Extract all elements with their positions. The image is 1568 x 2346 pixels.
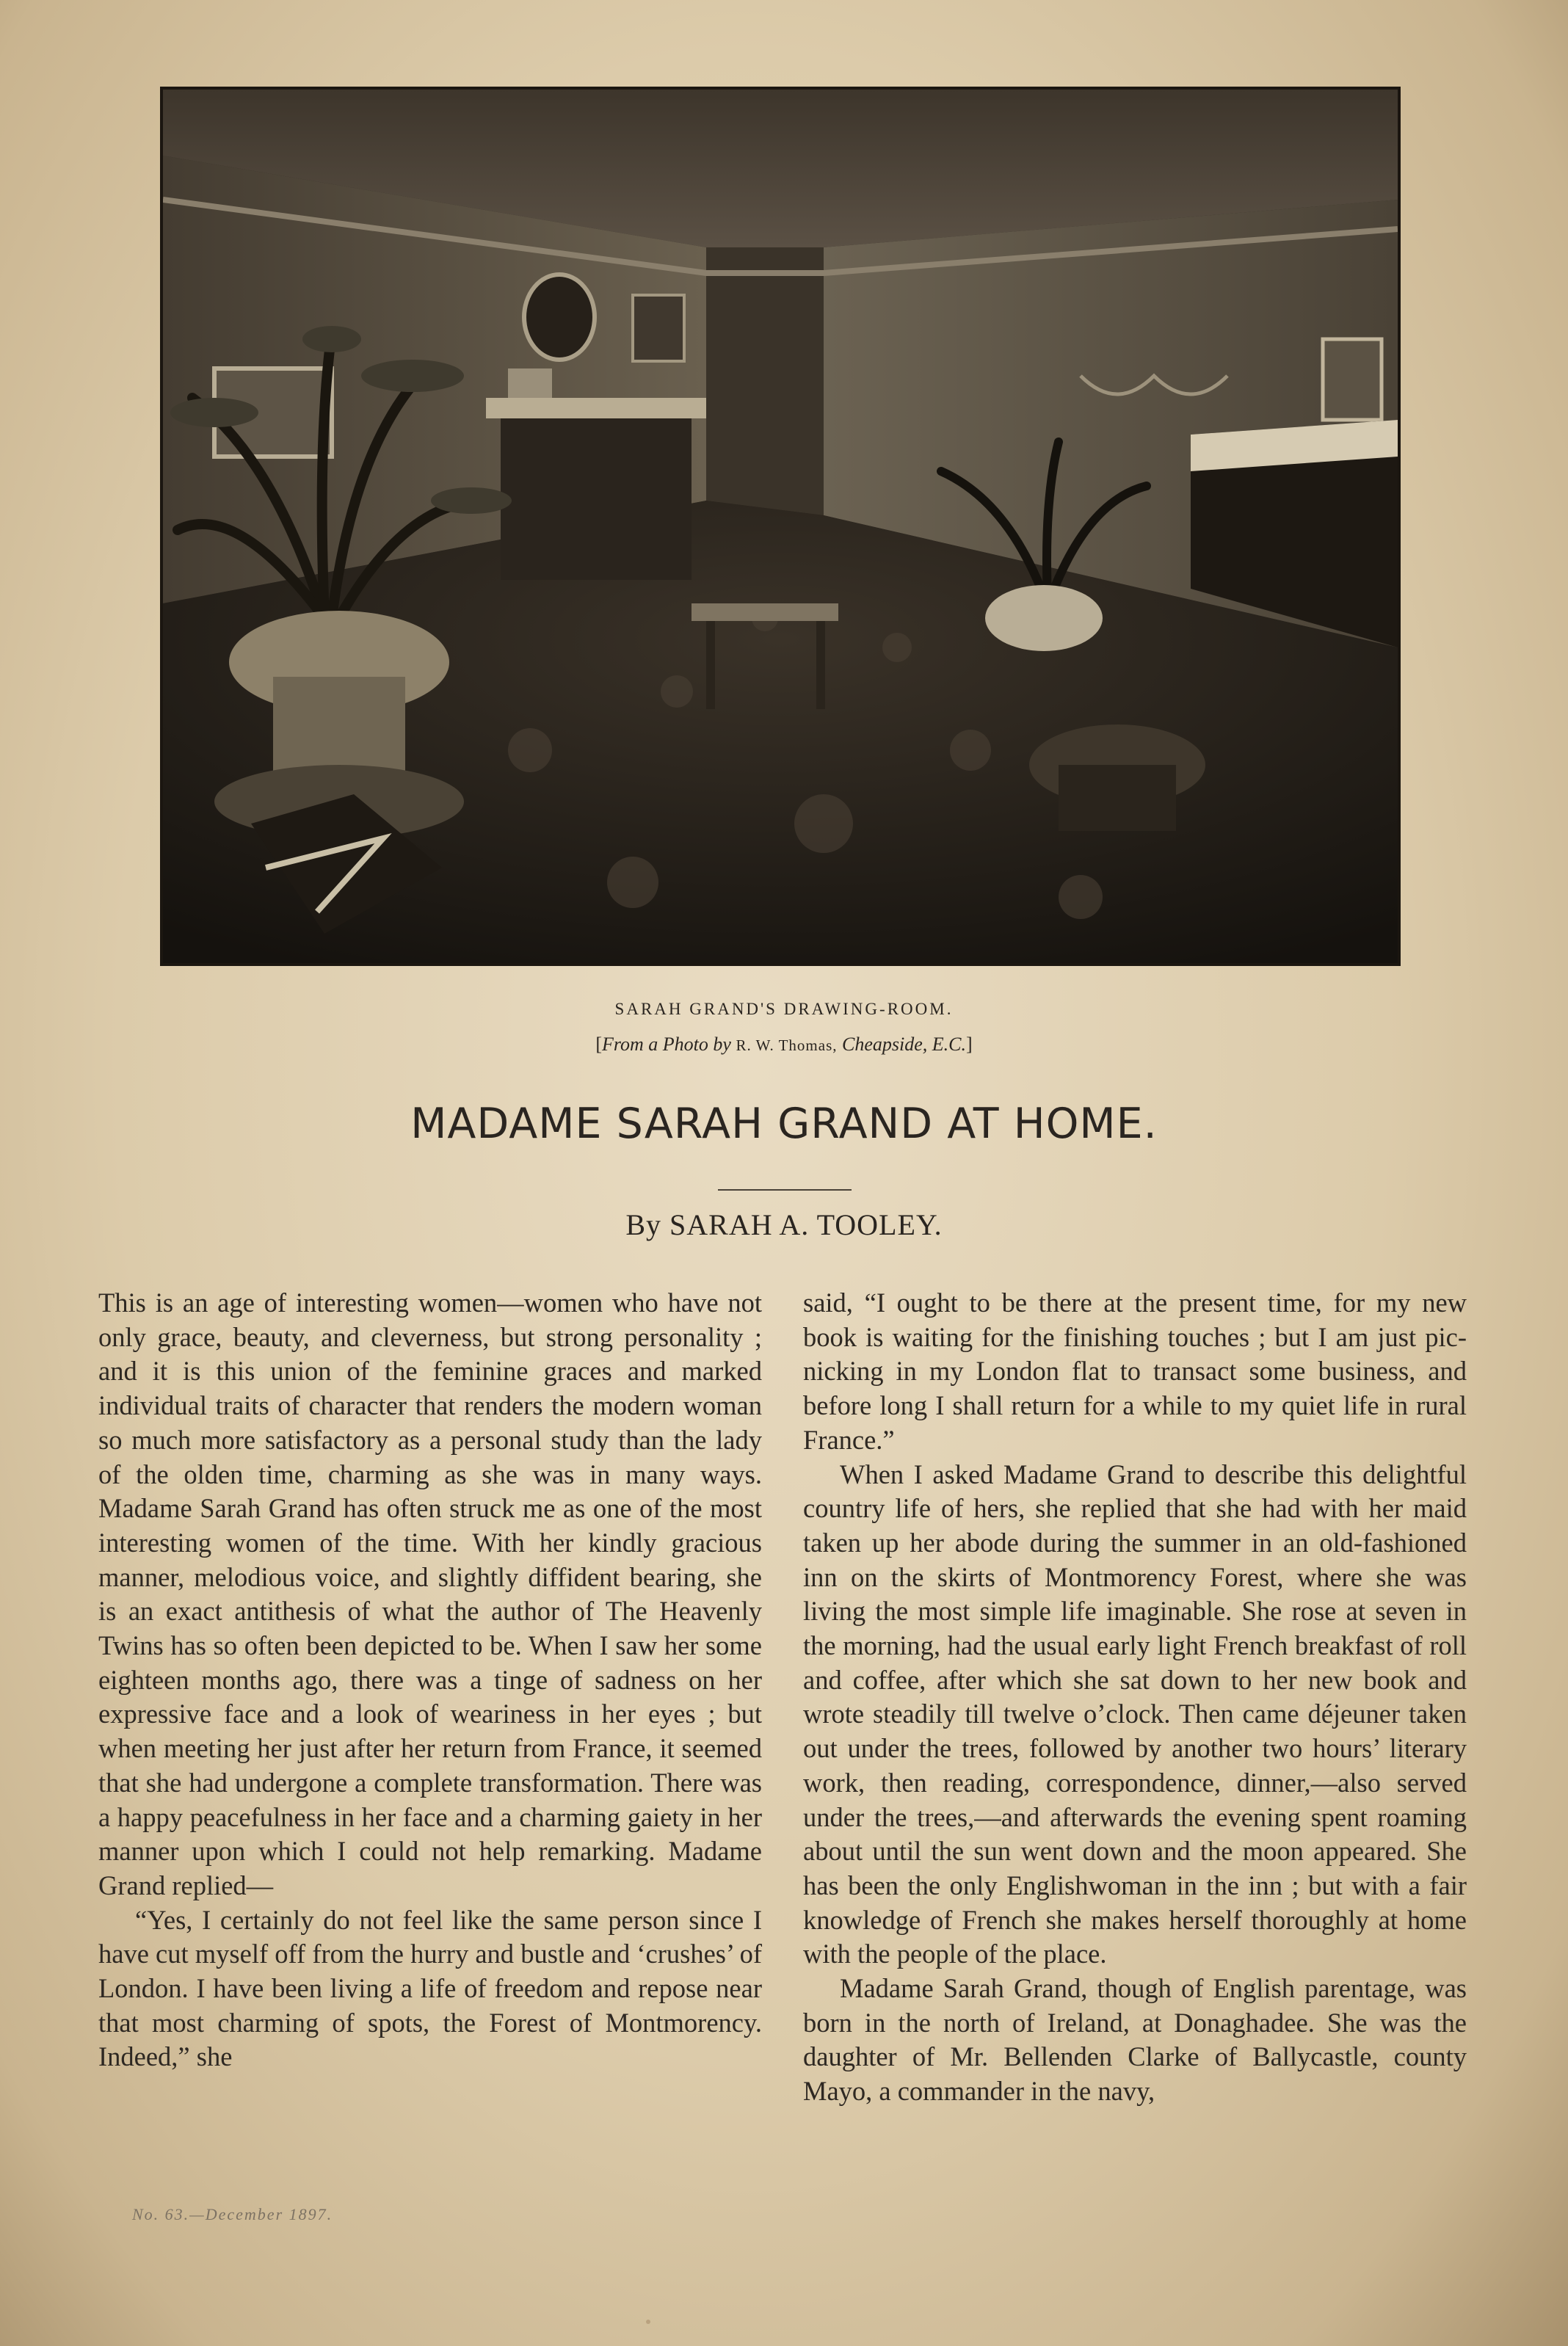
left-column: [98, 1286, 762, 2074]
paragraph: said, “I ought to be there at the present time, for my new book is waiting for the finishing touches ; but I am just pic-nicking in my London flat to transact some business, and before long I shall return for a while to my quiet life in rural France.”: [803, 1288, 1467, 1455]
right-column: [803, 1286, 1467, 2109]
paragraph: This is an age of interesting women—women who have not only grace, beauty, and cleverness, but strong personality ; and it is this union of the feminine graces and marked individual traits of character that renders the modern woman so much more satisfactory as a personal study than the lady of the olden time, charming as she was in many ways. Madame Sarah Grand has often struck me as one of the most interesting women of the time. With her kindly gracious manner, melodious voice, and slightly diffident bearing, she is an exact antithesis of what the author of The Heavenly Twins has so often been depicted to be. When I saw her some eighteen months ago, there was a tinge of sadness on her expressive face and a look of weariness in her eyes ; but when meeting her just after her return from France, it seemed that she had undergone a complete transformation. There was a happy peacefulness in her face and a charming gaiety in her manner upon which I could not help remarking. Madame Grand replied—: [98, 1288, 762, 1900]
credit-close-bracket: ]: [966, 1034, 973, 1055]
credit-open-bracket: [: [595, 1034, 602, 1055]
article-title: MADAME SARAH GRAND AT HOME.: [410, 1100, 1158, 1148]
paragraph: Madame Sarah Grand, though of English parentage, was born in the north of Ireland, at Donaghadee. She was the daughter of Mr. Bellenden Clarke of Ballycastle, county Mayo, a commander in the navy,: [803, 1973, 1467, 2107]
credit-from: From a Photo by: [601, 1034, 731, 1055]
drawing-room-photo-icon: [163, 90, 1398, 963]
page-mark: [646, 2320, 650, 2324]
paragraph: “Yes, I certainly do not feel like the same person since I have cut myself off from the hurry and bustle and ‘crushes’ of London. I have been living a life of freedom and repose near that most charming of spots, the Forest of Montmorency. Indeed,” she: [98, 1904, 762, 2072]
issue-footer: No. 63.—December 1897.: [132, 2205, 333, 2223]
drawing-room-photograph: [160, 87, 1401, 966]
byline: By SARAH A. TOOLEY.: [625, 1208, 943, 1241]
title-divider: [718, 1189, 852, 1191]
photo-caption-title: SARAH GRAND'S DRAWING-ROOM.: [614, 1000, 954, 1018]
photo-credit: [0, 1034, 1568, 1056]
credit-place: Cheapside, E.C.: [842, 1034, 966, 1055]
paragraph: When I asked Madame Grand to describe this delightful country life of hers, she replied that she had with her maid taken up her abode during the summer in an old-fashioned inn on the skirts of Montmorency Forest, where she was living the most simple life imaginable. She rose at seven in the morning, had the usual early light French breakfast of roll and coffee, after which she sat down to her new book and wrote steadily till twelve o’clock. Then came déjeuner taken out under the trees, followed by another two hours’ literary work, then reading, correspondence, dinner,—also served under the trees,—and afterwards the evening spent roaming about until the sun went down and the moon appeared. She has been the only Englishwoman in the inn ; but with a fair knowledge of French she makes herself thoroughly at home with the people of the place.: [803, 1459, 1467, 1969]
credit-photographer: R. W. Thomas,: [736, 1036, 838, 1054]
